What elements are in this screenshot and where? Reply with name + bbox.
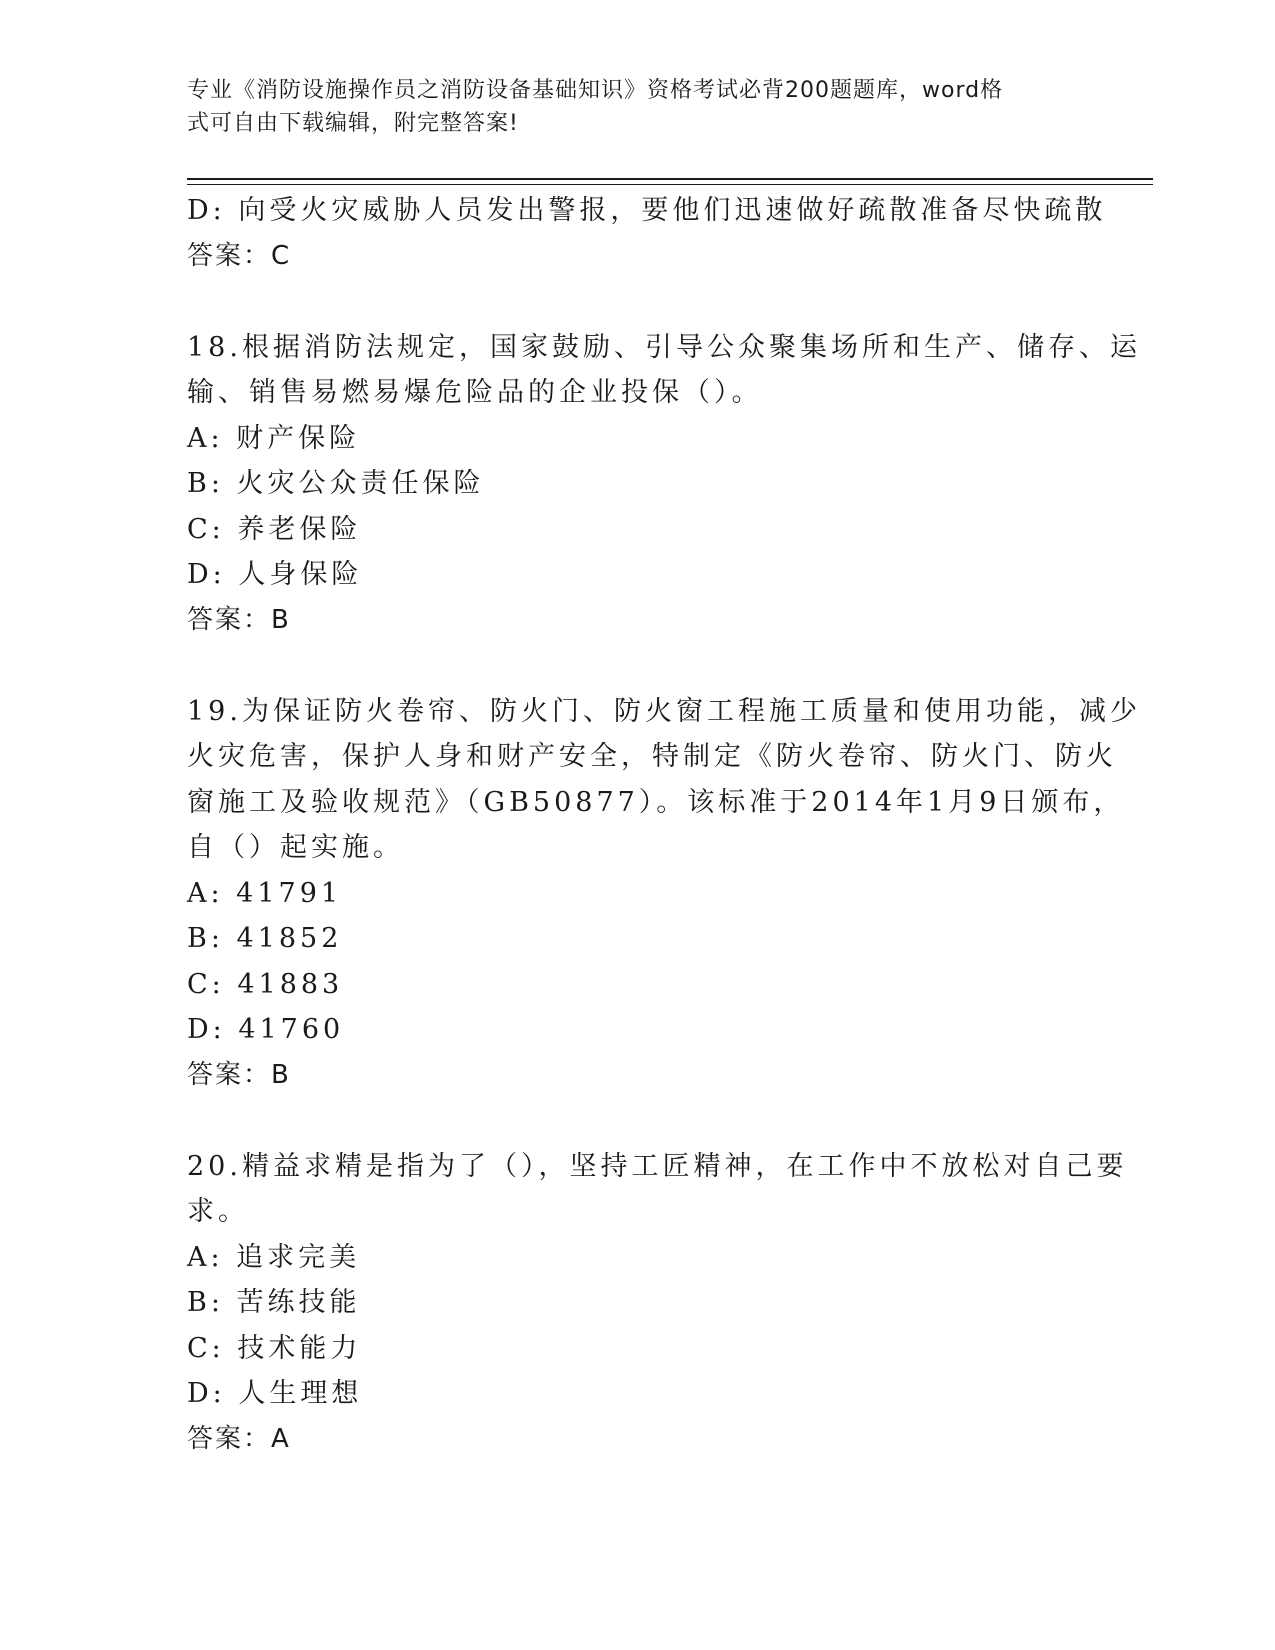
option-c: C: 41883	[187, 968, 344, 1000]
spacer	[187, 279, 1087, 325]
spacer	[187, 1098, 1087, 1144]
header-line-1: 专业《消防设施操作员之消防设备基础知识》资格考试必背200题题库，word格	[187, 78, 1004, 103]
option-d: D: 人身保险	[187, 559, 363, 590]
option-a: A: 41791	[187, 877, 343, 909]
question-text-line-2: 求。	[187, 1196, 249, 1227]
question-text-line-2: 输、销售易燃易爆危险品的企业投保（）。	[187, 377, 763, 408]
option-b: B: 苦练技能	[187, 1287, 361, 1318]
header-rule-thin	[187, 184, 1153, 185]
option-d: D: 人生理想	[187, 1378, 363, 1409]
question-18	[187, 325, 1141, 644]
option-c: C: 养老保险	[187, 513, 362, 545]
question-text-line-1: 20.精益求精是指为了（），坚持工匠精神，在工作中不放松对自己要	[187, 1150, 1128, 1182]
option-c: C: 技术能力	[187, 1332, 362, 1364]
option-d: D: 向受火灾威胁人员发出警报，要他们迅速做好疏散准备尽快疏散	[187, 195, 1107, 226]
answer-line: 答案：A	[187, 1423, 291, 1454]
question-text-line-1: 19.为保证防火卷帘、防火门、防火窗工程施工质量和使用功能，减少	[187, 695, 1141, 727]
document-header	[187, 74, 1067, 140]
option-a: A: 追求完美	[187, 1241, 361, 1273]
question-text-line-2: 火灾危害，保护人身和财产安全，特制定《防火卷帘、防火门、防火	[187, 741, 1117, 772]
spacer	[187, 643, 1087, 689]
question-20	[187, 1144, 1128, 1463]
option-d: D: 41760	[187, 1014, 345, 1045]
header-line-2: 式可自由下载编辑，附完整答案!	[187, 111, 519, 136]
question-17-tail	[187, 188, 1107, 279]
header-rule-thick	[187, 178, 1153, 180]
answer-line: 答案：B	[187, 604, 291, 635]
answer-line: 答案：B	[187, 1059, 291, 1090]
answer-line: 答案：C	[187, 240, 292, 271]
option-b: B: 41852	[187, 923, 343, 954]
question-text-line-1: 18.根据消防法规定，国家鼓励、引导公众聚集场所和生产、储存、运	[187, 331, 1141, 363]
document-body	[187, 188, 1141, 1462]
option-a: A: 财产保险	[187, 422, 361, 454]
question-19	[187, 689, 1141, 1099]
question-text-line-3: 窗施工及验收规范》（GB50877）。该标准于2014年1月9日颁布，	[187, 786, 1125, 818]
question-text-line-4: 自（）起实施。	[187, 832, 404, 863]
option-b: B: 火灾公众责任保险	[187, 468, 485, 499]
